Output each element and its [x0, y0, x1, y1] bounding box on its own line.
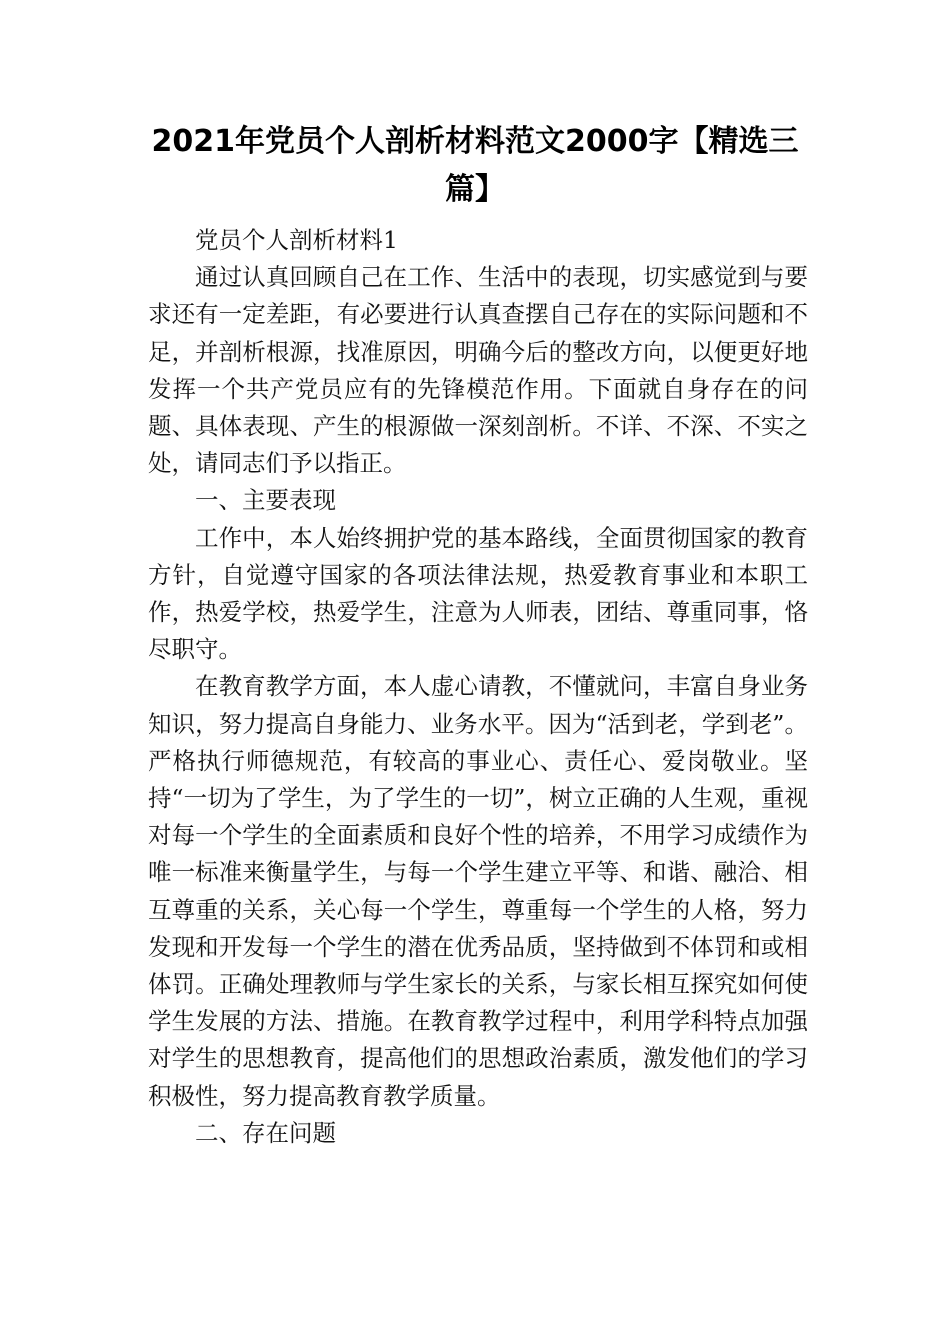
- document-title: 2021年党员个人剖析材料范文2000字【精选三篇】: [151, 124, 799, 207]
- teaching-paragraph: 在教育教学方面，本人虚心请教，不懂就问，丰富自身业务知识，努力提高自身能力、业务水平。因为“活到老，学到老”。严格执行师德规范，有较高的事业心、责任心、爱岗敬业。坚持“一切为了学生，为了学生的一切”，树立正确的人生观，重视对每一个学生的全面素质和良好个性的培养，不用学习成绩作为唯一标准来衡量学生，与每一个学生建立平等、和谐、融洽、相互尊重的关系，关心每一个学生，尊重每一个学生的人格，努力发现和开发每一个学生的潜在优秀品质，坚持做到不体罚和或相体罚。正确处理教师与学生家长的关系，与家长相互探究如何使学生发展的方法、措施。在教育教学过程中，利用学科特点加强对学生的思想教育，提高他们的思想政治素质，激发他们的学习积极性，努力提高教育教学质量。: [148, 672, 808, 1110]
- intro-paragraph: 通过认真回顾自己在工作、生活中的表现，切实感觉到与要求还有一定差距，有必要进行认真查摆自己存在的实际问题和不足，并剖析根源，找准原因，明确今后的整改方向，以便更好地发挥一个共产党员应有的先锋模范作用。下面就自身存在的问题、具体表现、产生的根源做一深刻剖析。不详、不深、不实之处，请同志们予以指正。: [148, 263, 808, 478]
- section-heading-existing-problems: 二、存在问题: [195, 1118, 336, 1147]
- section-heading-main-performance: 一、主要表现: [195, 486, 336, 515]
- work-paragraph: 工作中，本人始终拥护党的基本路线，全面贯彻国家的教育方针，自觉遵守国家的各项法律法规，热爱教育事业和本职工作，热爱学校，热爱学生，注意为人师表，团结、尊重同事，恪尽职守。: [148, 523, 808, 664]
- document-body: [148, 222, 808, 1152]
- section-subtitle: 党员个人剖析材料1: [195, 226, 398, 254]
